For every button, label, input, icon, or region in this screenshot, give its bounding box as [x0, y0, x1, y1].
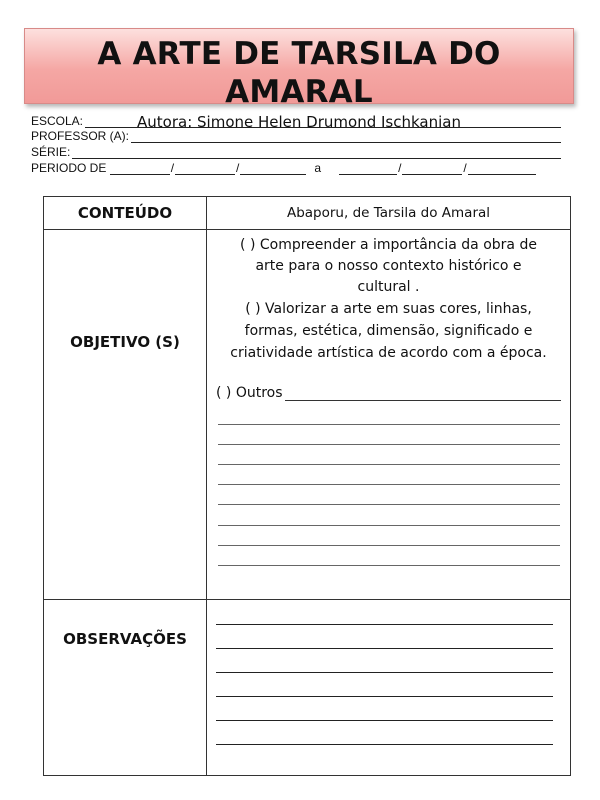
outros-label: ( ) Outros: [216, 385, 283, 401]
professor-field[interactable]: [31, 128, 561, 144]
end-year-line[interactable]: [468, 163, 536, 175]
objetivo-label: OBJETIVO (S): [70, 333, 180, 351]
period-a: a: [314, 160, 322, 175]
writing-line[interactable]: [218, 504, 560, 505]
escola-field[interactable]: [31, 112, 561, 128]
observation-line[interactable]: [216, 672, 553, 673]
writing-line[interactable]: [218, 565, 560, 566]
writing-line[interactable]: [218, 464, 560, 465]
objective-2[interactable]: ( ) Valorizar a arte em suas cores, linhas, formas, estética, dimensão, significado e criatividade artística de acordo com a época.: [230, 301, 547, 361]
header-fields: [31, 112, 561, 175]
professor-line[interactable]: [131, 131, 561, 143]
observation-line[interactable]: [216, 624, 553, 625]
periodo-field[interactable]: [31, 159, 561, 175]
date-slash: /: [236, 160, 240, 175]
date-slash: /: [170, 160, 175, 175]
writing-line[interactable]: [218, 424, 560, 425]
observation-line[interactable]: [216, 696, 553, 697]
professor-label: PROFESSOR (A):: [31, 129, 130, 143]
date-slash: /: [398, 160, 402, 175]
start-year-line[interactable]: [240, 163, 306, 175]
outros-line[interactable]: [285, 386, 561, 401]
writing-line[interactable]: [218, 484, 560, 485]
writing-line[interactable]: [218, 444, 560, 445]
serie-label: SÉRIE:: [31, 144, 71, 159]
end-day-line[interactable]: [339, 163, 397, 175]
row-divider: [44, 599, 570, 600]
page-title: A ARTE DE TARSILA DO AMARAL: [97, 36, 501, 110]
objective-1[interactable]: ( ) Compreender a importância da obra de arte para o nosso contexto histórico e cultural .: [240, 237, 537, 295]
outros-field[interactable]: [216, 385, 561, 401]
date-slash: /: [463, 160, 467, 175]
start-day-line[interactable]: [110, 163, 170, 175]
observation-line[interactable]: [216, 744, 553, 745]
escola-line[interactable]: [85, 116, 561, 128]
start-month-line[interactable]: [175, 163, 235, 175]
observation-line[interactable]: [216, 648, 553, 649]
plan-table: [43, 196, 571, 776]
conteudo-label: CONTEÚDO: [77, 204, 173, 222]
end-month-line[interactable]: [402, 163, 462, 175]
observacoes-label: OBSERVAÇÕES: [63, 630, 187, 648]
serie-field[interactable]: [31, 143, 561, 159]
author-line: Autora: Simone Helen Drumond Ischkanian: [137, 113, 461, 131]
periodo-label: PERIODO DE: [31, 160, 107, 175]
escola-label: ESCOLA:: [31, 113, 84, 128]
row-divider: [44, 229, 570, 230]
serie-line[interactable]: [72, 147, 561, 159]
writing-line[interactable]: [218, 545, 560, 546]
observation-line[interactable]: [216, 720, 553, 721]
writing-line[interactable]: [218, 525, 560, 526]
conteudo-value: Abaporu, de Tarsila do Amaral: [286, 205, 491, 221]
